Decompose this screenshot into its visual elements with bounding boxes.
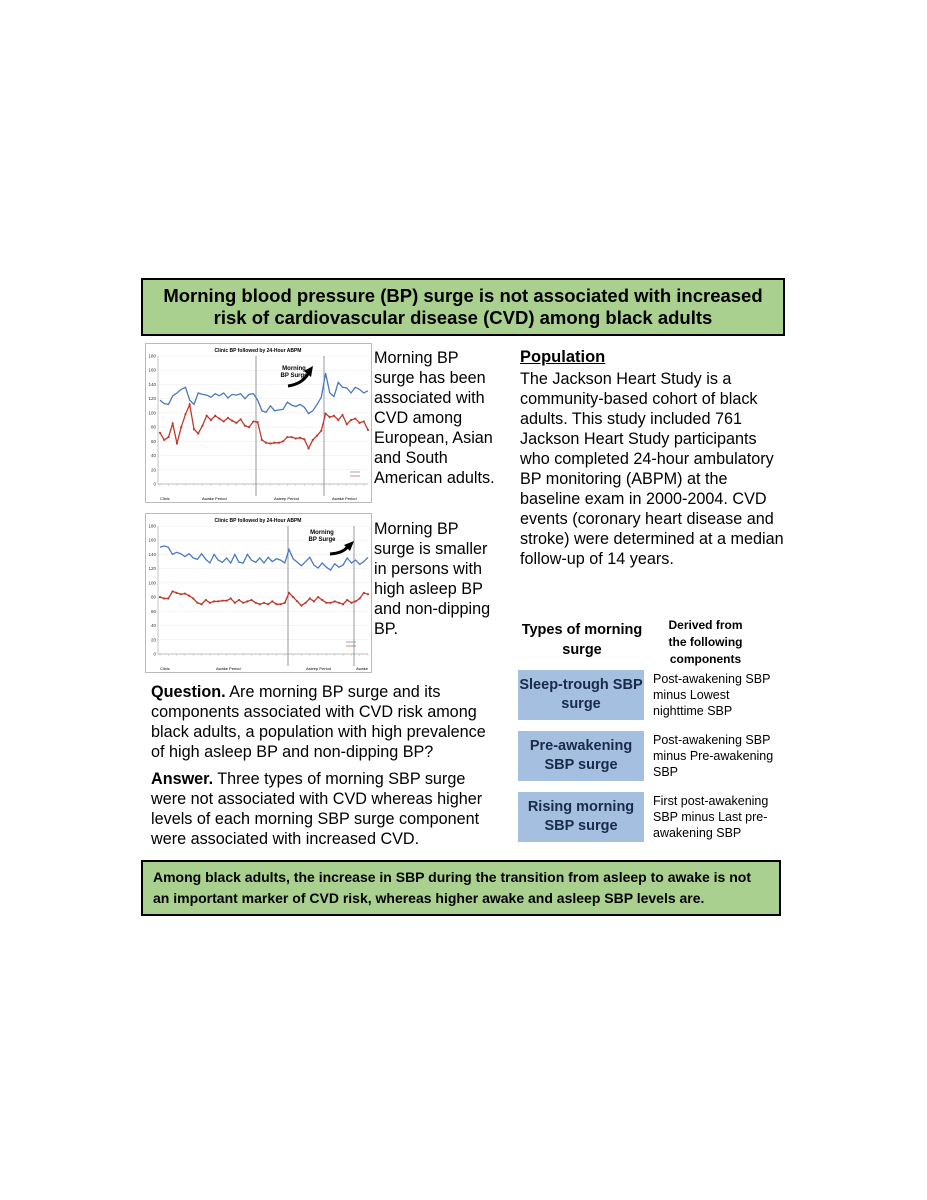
data-point: [265, 442, 267, 444]
period-label: Awake: [356, 666, 368, 671]
data-point: [269, 442, 271, 444]
data-point: [292, 596, 294, 598]
data-point: [209, 602, 211, 604]
chart-title: Clinic BP followed by 24-Hour ABPM: [214, 518, 302, 524]
types-header: Types of morning surge: [521, 622, 643, 658]
y-tick-label: 40: [150, 453, 156, 459]
data-point: [325, 602, 327, 604]
data-point: [295, 437, 297, 439]
data-point: [363, 420, 365, 422]
derived-header: Derived from the following components: [668, 618, 743, 666]
data-point: [329, 416, 331, 418]
data-point: [278, 442, 280, 444]
data-point: [167, 436, 169, 438]
data-point: [288, 592, 290, 594]
data-point: [337, 419, 339, 421]
data-point: [171, 590, 173, 592]
data-point: [259, 603, 261, 605]
data-point: [159, 596, 161, 598]
data-point: [197, 432, 199, 434]
data-point: [359, 597, 361, 599]
annotation-text: Morning: [310, 530, 334, 536]
period-label: Awake Period: [202, 496, 227, 501]
data-point: [230, 597, 232, 599]
data-point: [184, 413, 186, 415]
data-point: [214, 415, 216, 417]
chart-title: Clinic BP followed by 24-Hour ABPM: [214, 348, 302, 354]
data-point: [342, 603, 344, 605]
data-point: [334, 600, 336, 602]
data-point: [196, 602, 198, 604]
population-text: The Jackson Heart Study is a community-based cohort of black adults. This study included 761 Jackson Heart Study participants who completed 24-hour ambulatory BP monitoring (ABPM) at the baseline exam in 2000-2004. CVD events (coronary heart disease and stroke) were determined at a median follow-up of 14 years.: [520, 370, 784, 568]
data-point: [238, 599, 240, 601]
data-point: [303, 438, 305, 440]
y-tick-label: 180: [148, 353, 156, 359]
answer-label: Answer.: [151, 770, 214, 788]
data-point: [205, 599, 207, 601]
data-point: [312, 439, 314, 441]
y-tick-label: 80: [150, 424, 156, 430]
data-point: [333, 415, 335, 417]
data-point: [346, 423, 348, 425]
surge-type-label: Rising morning SBP surge: [527, 799, 635, 834]
data-point: [231, 420, 233, 422]
data-point: [274, 442, 276, 444]
data-point: [192, 597, 194, 599]
y-tick-label: 60: [150, 608, 156, 614]
data-point: [189, 403, 191, 405]
derived-text: Post-awakening SBP minus Pre-awakening SBP: [653, 733, 774, 779]
data-point: [286, 436, 288, 438]
y-tick-label: 40: [150, 623, 156, 629]
surge-type-box: [518, 792, 644, 842]
data-point: [290, 436, 292, 438]
data-point: [176, 442, 178, 444]
data-point: [313, 600, 315, 602]
answer-text: Three types of morning SBP surge were not associated with CVD whereas higher levels of each morning SBP surge component were associated with increased CVD.: [151, 770, 483, 848]
data-point: [300, 605, 302, 607]
y-tick-label: 120: [148, 566, 156, 572]
data-point: [358, 422, 360, 424]
data-point: [210, 419, 212, 421]
derived-text: First post-awakening SBP minus Last pre-awakening SBP: [653, 794, 769, 840]
y-tick-label: 140: [148, 381, 156, 387]
period-label: Clinic: [160, 666, 170, 671]
side-text-2: Morning BP surge is smaller in persons with high asleep BP and non-dipping BP.: [374, 520, 491, 638]
data-point: [341, 414, 343, 416]
data-point: [329, 602, 331, 604]
data-point: [240, 418, 242, 420]
data-point: [271, 600, 273, 602]
side-text-1: Morning BP surge has been associated with CVD among European, Asian and South American adults.: [374, 349, 495, 487]
data-point: [320, 430, 322, 432]
data-point: [280, 603, 282, 605]
conclusion-text: Among black adults, the increase in SBP during the transition from asleep to awake is not an important marker of CVD risk, whereas higher awake and asleep SBP levels are.: [153, 869, 751, 906]
data-point: [321, 599, 323, 601]
title-banner: [141, 278, 785, 336]
period-label: Asleep Period: [306, 666, 331, 671]
period-label: Clinic: [160, 496, 170, 501]
data-point: [184, 592, 186, 594]
data-point: [201, 425, 203, 427]
data-point: [234, 602, 236, 604]
data-point: [299, 437, 301, 439]
surge-type-label: Sleep-trough SBP surge: [519, 677, 643, 712]
data-point: [235, 422, 237, 424]
bp-chart-1: [145, 343, 372, 503]
period-label: Asleep Period: [274, 496, 299, 501]
y-tick-label: 0: [153, 651, 156, 657]
y-tick-label: 120: [148, 396, 156, 402]
data-point: [350, 602, 352, 604]
data-point: [248, 426, 250, 428]
data-point: [363, 592, 365, 594]
data-point: [354, 600, 356, 602]
data-point: [261, 439, 263, 441]
y-tick-label: 0: [153, 481, 156, 487]
data-point: [317, 596, 319, 598]
data-point: [307, 447, 309, 449]
data-point: [257, 421, 259, 423]
y-tick-label: 100: [148, 410, 156, 416]
data-point: [252, 420, 254, 422]
conclusion-banner: [141, 860, 781, 916]
surge-type-box: [518, 731, 644, 781]
data-point: [305, 602, 307, 604]
data-point: [244, 425, 246, 427]
data-point: [316, 435, 318, 437]
y-tick-label: 180: [148, 523, 156, 529]
data-point: [296, 600, 298, 602]
data-point: [250, 599, 252, 601]
annotation-text: BP Surge: [280, 373, 308, 379]
question-text: Are morning BP surge and its components associated with CVD risk among black adults, a population with high prevalence of high asleep BP and non-dipping BP?: [151, 683, 486, 761]
data-point: [217, 600, 219, 602]
data-point: [223, 420, 225, 422]
bp-chart-2: [145, 513, 372, 673]
data-point: [159, 432, 161, 434]
data-point: [350, 419, 352, 421]
y-tick-label: 140: [148, 551, 156, 557]
data-point: [267, 603, 269, 605]
y-tick-label: 160: [148, 367, 156, 373]
data-point: [201, 603, 203, 605]
data-point: [367, 429, 369, 431]
data-point: [354, 417, 356, 419]
data-point: [367, 593, 369, 595]
data-point: [221, 600, 223, 602]
derived-text: Post-awakening SBP minus Lowest nighttime SBP: [653, 672, 771, 718]
data-point: [309, 597, 311, 599]
period-label: Awake Period: [216, 666, 241, 671]
data-point: [242, 602, 244, 604]
data-point: [193, 428, 195, 430]
data-point: [180, 426, 182, 428]
y-tick-label: 100: [148, 580, 156, 586]
annotation-text: Morning: [282, 366, 306, 372]
data-point: [284, 602, 286, 604]
data-point: [346, 599, 348, 601]
data-point: [225, 600, 227, 602]
question-label: Question.: [151, 683, 226, 701]
data-point: [172, 422, 174, 424]
y-tick-label: 80: [150, 594, 156, 600]
data-point: [163, 597, 165, 599]
data-point: [324, 413, 326, 415]
data-point: [218, 417, 220, 419]
period-label: Awake Period: [332, 496, 357, 501]
data-point: [255, 602, 257, 604]
data-point: [275, 603, 277, 605]
data-point: [227, 417, 229, 419]
y-tick-label: 20: [150, 467, 156, 473]
y-tick-label: 60: [150, 438, 156, 444]
population-heading: Population: [520, 348, 606, 366]
question-paragraph: [151, 682, 501, 762]
data-point: [206, 415, 208, 417]
page-title: Morning blood pressure (BP) surge is not associated with increased risk of cardiovascular disease (CVD) among black adults: [163, 285, 763, 328]
data-point: [180, 593, 182, 595]
data-point: [338, 602, 340, 604]
answer-paragraph: [151, 769, 501, 849]
y-tick-label: 20: [150, 637, 156, 643]
surge-type-box: [518, 670, 644, 720]
data-point: [246, 600, 248, 602]
surge-type-label: Pre-awakening SBP surge: [529, 738, 633, 773]
data-point: [282, 440, 284, 442]
data-point: [213, 600, 215, 602]
data-point: [167, 597, 169, 599]
annotation-text: BP Surge: [308, 537, 336, 543]
data-point: [176, 592, 178, 594]
data-point: [263, 602, 265, 604]
y-tick-label: 160: [148, 537, 156, 543]
data-point: [188, 595, 190, 597]
data-point: [163, 439, 165, 441]
